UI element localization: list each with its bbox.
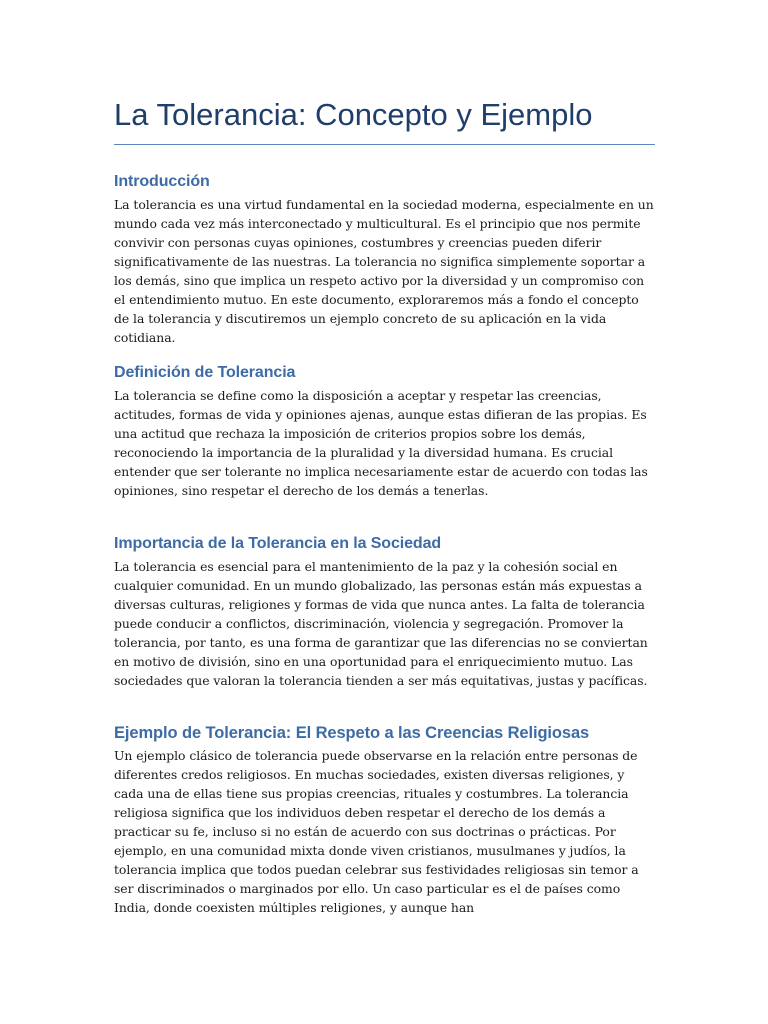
document-page — [114, 0, 655, 915]
document-title: La Tolerancia: Concepto y Ejemplo — [114, 0, 655, 145]
section-ejemplo — [114, 723, 655, 917]
section-heading: Definición de Tolerancia — [114, 364, 296, 381]
section-heading: Introducción — [114, 173, 210, 190]
section-paragraph: La tolerancia se define como la disposición a aceptar y respetar las creencias, actitudes, formas de vida y opiniones ajenas, aunque estas difieran de las propias. Es una actitud que rechaza la imposición de criterios propios sobre los demás, reconociendo la importancia de la pluralidad y la diversidad humana. Es crucial entender que ser tolerante no implica necesariamente estar de acuerdo con todas las opiniones, sino respetar el derecho de los demás a tenerlas. — [114, 388, 648, 498]
section-introduccion — [114, 172, 655, 347]
section-paragraph: Un ejemplo clásico de tolerancia puede observarse en la relación entre personas de diferentes credos religiosos. En muchas sociedades, existen diversas religiones, y cada una de ellas tiene sus propias creencias, rituales y costumbres. La tolerancia religiosa significa que los individuos deben respetar el derecho de los demás a practicar su fe, incluso si no están de acuerdo con sus doctrinas o prácticas. Por ejemplo, en una comunidad mixta donde viven cristianos, musulmanes y judíos, la tolerancia implica que todos puedan celebrar sus festividades religiosas sin temor a ser discriminados o marginados por ello. Un caso particular es el de países como India, donde coexisten múltiples religiones, y aunque han — [114, 748, 639, 915]
section-heading: Importancia de la Tolerancia en la Sociedad — [114, 535, 442, 552]
section-definicion — [114, 363, 655, 500]
section-importancia — [114, 534, 655, 690]
section-paragraph: La tolerancia es esencial para el mantenimiento de la paz y la cohesión social en cualquier comunidad. En un mundo globalizado, las personas están más expuestas a diversas culturas, religiones y formas de vida que nunca antes. La falta de tolerancia puede conducir a conflictos, discriminación, violencia y segregación. Promover la tolerancia, por tanto, es una forma de garantizar que las diferencias no se conviertan en motivo de división, sino en una oportunidad para el enriquecimiento mutuo. Las sociedades que valoran la tolerancia tienden a ser más equitativas, justas y pacíficas. — [114, 559, 648, 688]
section-paragraph: La tolerancia es una virtud fundamental en la sociedad moderna, especialmente en un mundo cada vez más interconectado y multicultural. Es el principio que nos permite convivir con personas cuyas opiniones, costumbres y creencias pueden diferir significativamente de las nuestras. La tolerancia no significa simplemente soportar a los demás, sino que implica un respeto activo por la diversidad y un compromiso con el entendimiento mutuo. En este documento, exploraremos más a fondo el concepto de la tolerancia y discutiremos un ejemplo concreto de su aplicación en la vida cotidiana. — [114, 197, 654, 345]
section-heading: Ejemplo de Tolerancia: El Respeto a las Creencias Religiosas — [114, 724, 590, 742]
